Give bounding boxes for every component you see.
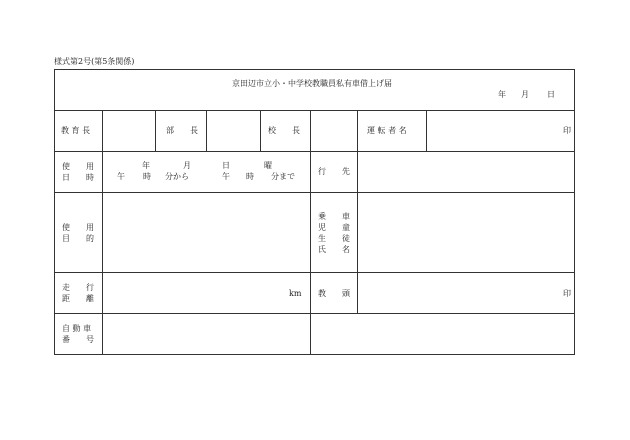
label-usage-date-bottom: 日 時 [62, 173, 94, 182]
date-day-mark: 日 [222, 161, 230, 170]
row-divider [54, 313, 575, 314]
time-ampm-end: 午 [222, 172, 230, 181]
row-divider [54, 192, 575, 193]
seal-mark: 印 [563, 289, 571, 298]
date-year-mark: 年 [142, 161, 150, 170]
col-divider [102, 110, 103, 355]
time-hour-end: 時 [246, 172, 254, 181]
label-department-head: 部 長 [166, 126, 198, 135]
time-hour-start: 時 [143, 172, 151, 181]
date-year: 年 [498, 90, 506, 99]
label-superintendent: 教 育 長 [61, 126, 91, 135]
col-divider [260, 110, 261, 151]
label-destination: 行 先 [318, 167, 350, 176]
col-divider [357, 110, 358, 313]
label-usage-purpose-bottom: 目 的 [62, 234, 94, 243]
label-principal: 校 長 [268, 126, 300, 135]
label-passenger-3: 生 徒 [318, 234, 350, 243]
label-distance-top: 走 行 [62, 283, 94, 292]
col-divider [426, 110, 427, 151]
seal-mark: 印 [563, 126, 571, 135]
row-divider [54, 272, 575, 273]
label-passenger-4: 氏 名 [318, 245, 350, 254]
label-distance-bottom: 距 離 [62, 294, 94, 303]
label-usage-date-top: 使 用 [62, 162, 94, 171]
label-driver-name: 運 転 者 名 [367, 126, 407, 135]
time-ampm-start: 午 [117, 172, 125, 181]
label-passenger-2: 児 童 [318, 223, 350, 232]
label-vehicle-number-top: 自 動 車 [62, 324, 92, 333]
date-month: 月 [521, 90, 529, 99]
time-minute-until: 分まで [271, 172, 295, 181]
col-divider [155, 110, 156, 151]
distance-unit: km [289, 289, 302, 298]
label-usage-purpose-top: 使 用 [62, 223, 94, 232]
time-minute-from: 分から [165, 172, 189, 181]
form-reference: 様式第2号(第5条関係) [54, 57, 135, 66]
row-divider [54, 151, 575, 152]
col-divider [206, 110, 207, 151]
row-divider [54, 110, 575, 111]
col-divider [310, 110, 311, 355]
date-month-mark: 月 [183, 161, 191, 170]
label-vice-principal: 教 頭 [318, 289, 350, 298]
date-weekday-mark: 曜 [264, 161, 272, 170]
date-day: 日 [547, 90, 555, 99]
label-vehicle-number-bottom: 番 号 [62, 335, 94, 344]
label-passenger-1: 乗 車 [318, 212, 350, 221]
form-title: 京田辺市立小・中学校教職員私有車借上げ届 [232, 79, 392, 88]
